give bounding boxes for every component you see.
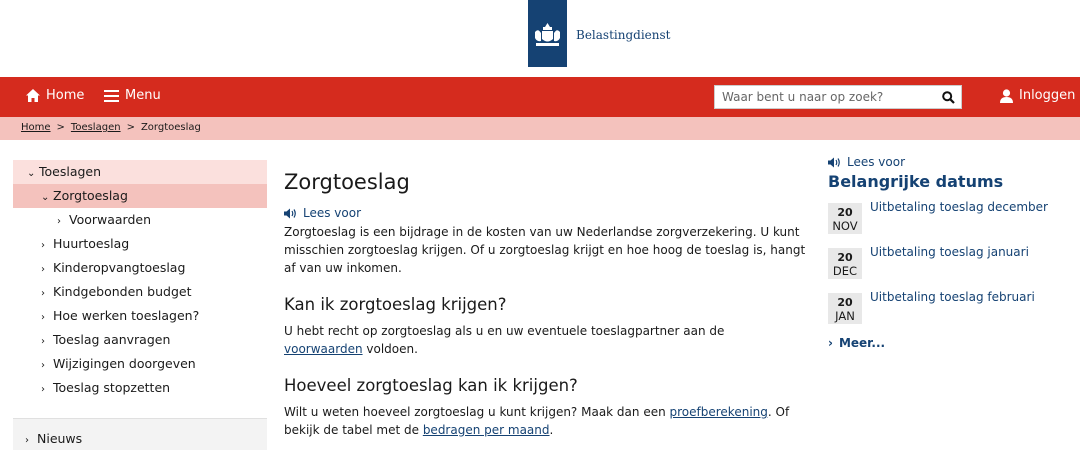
chevron-down-icon: ⌄ — [41, 192, 50, 203]
chevron-down-icon: ⌄ — [27, 168, 36, 179]
sidebar-item-nieuws[interactable] — [13, 427, 267, 450]
date-day: 20 — [837, 251, 853, 264]
search-button[interactable] — [935, 86, 961, 108]
read-aloud-label: Lees voor — [847, 155, 906, 169]
sidebar-item-voorwaarden[interactable] — [13, 208, 267, 232]
date-badge — [828, 248, 862, 279]
chevron-right-icon: › — [41, 360, 45, 371]
breadcrumb-current: Zorgtoeslag — [140, 122, 201, 133]
news-box — [13, 418, 267, 450]
more-dates-link[interactable] — [828, 336, 1068, 350]
amount-text-part: . Of bekijk de tabel met de — [284, 405, 790, 437]
intro-text: Zorgtoeslag is een bijdrage in de kosten van uw Nederlandse zorgverzekering. U kunt misschien zorgtoeslag krijgen. Of u zorgtoeslag krijgt en hoe hoog de toeslag is, hangt af van uw inkomen. — [284, 225, 806, 275]
sidebar-item-label: Voorwaarden — [69, 212, 152, 227]
sidebar-item-label: Zorgtoeslag — [53, 188, 128, 203]
sidebar-item-huurtoeslag[interactable] — [13, 232, 267, 256]
breadcrumb-separator: > — [126, 122, 135, 133]
chevron-right-icon: › — [41, 384, 45, 395]
breadcrumb-separator: > — [56, 122, 65, 133]
eligibility-text-part: U hebt recht op zorgtoeslag als u en uw eventuele toeslagpartner aan de — [284, 324, 725, 338]
home-icon — [26, 89, 40, 102]
login-label: Inloggen — [1019, 88, 1076, 103]
chevron-right-icon: › — [57, 216, 61, 227]
sidebar-item-hoe-werken-toeslagen[interactable] — [13, 304, 267, 328]
read-aloud-button[interactable] — [284, 206, 814, 220]
breadcrumb-bar — [0, 117, 1080, 140]
important-dates-title: Belangrijke datums — [828, 172, 1004, 191]
sidebar-item-zorgtoeslag[interactable] — [13, 184, 267, 208]
date-day: 20 — [837, 206, 853, 219]
sidebar — [13, 160, 267, 400]
sidebar-item-label: Toeslagen — [39, 164, 102, 179]
chevron-right-icon: › — [41, 240, 45, 251]
chevron-right-icon: › — [25, 435, 29, 446]
main-content — [284, 170, 814, 439]
brand-name: Belastingdienst — [576, 28, 671, 42]
date-day: 20 — [837, 296, 853, 309]
sidebar-item-label: Toeslag aanvragen — [53, 332, 171, 347]
sidebar-item-kinderopvangtoeslag[interactable] — [13, 256, 267, 280]
logo[interactable] — [528, 0, 567, 67]
eligibility-text — [284, 322, 814, 358]
bedragen-per-maand-link[interactable]: bedragen per maand — [422, 423, 550, 437]
eligibility-text-part: voldoen. — [362, 342, 418, 356]
proefberekening-link[interactable]: proefberekening — [669, 405, 768, 419]
menu-label: Menu — [125, 88, 161, 103]
date-item[interactable] — [828, 245, 1068, 279]
date-item[interactable] — [828, 290, 1068, 324]
sidebar-item-label: Wijzigingen doorgeven — [53, 356, 196, 371]
date-link[interactable]: Uitbetaling toeslag februari — [870, 290, 1035, 304]
breadcrumb — [21, 122, 201, 133]
sidebar-item-label: Kindgebonden budget — [53, 284, 192, 299]
main-nav — [0, 77, 1080, 117]
breadcrumb-home[interactable]: Home — [21, 122, 51, 133]
sidebar-item-label: Kinderopvangtoeslag — [53, 260, 186, 275]
home-button[interactable] — [26, 88, 84, 103]
menu-button[interactable] — [104, 88, 161, 103]
chevron-right-icon: › — [41, 336, 45, 347]
date-link[interactable]: Uitbetaling toeslag januari — [870, 245, 1029, 259]
sidebar-item-label: Toeslag stopzetten — [53, 380, 171, 395]
chevron-right-icon: › — [828, 336, 833, 350]
chevron-right-icon: › — [41, 264, 45, 275]
home-label: Home — [46, 88, 85, 103]
read-aloud-label: Lees voor — [303, 206, 362, 220]
sidebar-item-toeslagen[interactable] — [13, 160, 267, 184]
sidebar-item-wijzigingen-doorgeven[interactable] — [13, 352, 267, 376]
logo-bar — [0, 0, 1080, 77]
search-box — [714, 85, 962, 109]
chevron-right-icon: › — [41, 288, 45, 299]
date-month: DEC — [832, 264, 858, 278]
speaker-icon — [828, 157, 841, 168]
date-month: JAN — [835, 309, 855, 323]
amount-text — [284, 403, 814, 439]
date-item[interactable] — [828, 200, 1068, 234]
page-title: Zorgtoeslag — [284, 170, 410, 194]
sidebar-item-label: Huurtoeslag — [53, 236, 130, 251]
voorwaarden-link[interactable]: voorwaarden — [284, 342, 363, 356]
user-icon — [1000, 89, 1013, 103]
more-dates-label: Meer... — [838, 336, 886, 350]
crest-icon — [532, 22, 563, 48]
amount-text-part: Wilt u weten hoeveel zorgtoeslag u kunt krijgen? Maak dan een — [284, 405, 670, 419]
read-aloud-button[interactable] — [828, 155, 1068, 169]
section-heading-amount: Hoeveel zorgtoeslag kan ik krijgen? — [284, 376, 578, 395]
section-heading-eligibility: Kan ik zorgtoeslag krijgen? — [284, 295, 507, 314]
date-badge — [828, 293, 862, 324]
search-icon — [942, 91, 955, 104]
hamburger-icon — [104, 90, 119, 102]
search-input[interactable] — [715, 86, 935, 108]
sidebar-item-label: Nieuws — [37, 431, 83, 446]
chevron-right-icon: › — [41, 312, 45, 323]
sidebar-item-label: Hoe werken toeslagen? — [53, 308, 200, 323]
breadcrumb-toeslagen[interactable]: Toeslagen — [70, 122, 121, 133]
sidebar-item-toeslag-aanvragen[interactable] — [13, 328, 267, 352]
speaker-icon — [284, 208, 297, 219]
amount-text-part: . — [549, 423, 554, 437]
date-link[interactable]: Uitbetaling toeslag december — [870, 200, 1048, 214]
important-dates-panel — [828, 155, 1068, 350]
date-month: NOV — [832, 219, 858, 233]
login-button[interactable] — [1000, 88, 1075, 103]
date-badge — [828, 203, 862, 234]
sidebar-item-toeslag-stopzetten[interactable] — [13, 376, 267, 400]
sidebar-item-kindgebonden-budget[interactable] — [13, 280, 267, 304]
